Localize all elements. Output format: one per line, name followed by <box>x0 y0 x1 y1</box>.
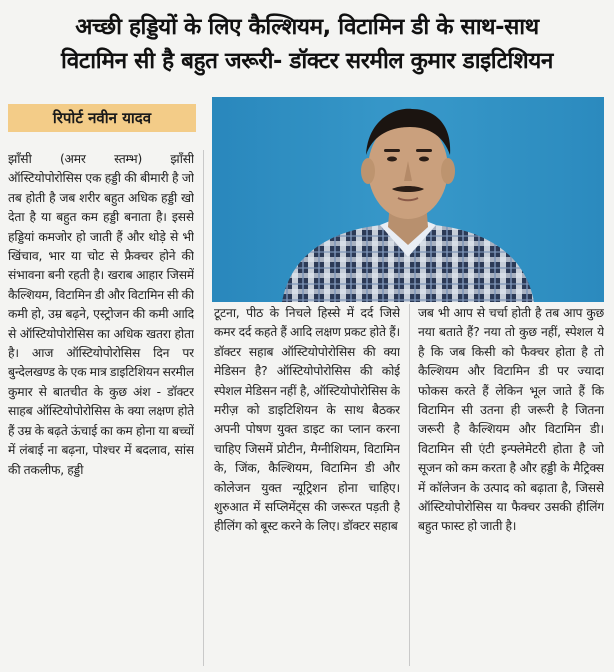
reporter-byline: रिपोर्ट नवीन यादव <box>8 104 196 132</box>
headline-line-2: विटामिन सी है बहुत जरूरी- डॉक्टर सरमील कुमार डाइटिशियन <box>60 48 554 74</box>
headline <box>8 10 606 78</box>
article-column-1: झाँसी (अमर स्तम्भ) झाँसी ऑस्टियोपोरोसिस एक हड्डी की बीमारी है जो तब होती है जब शरीर बहुत अधिक हड्डी खो देता है या बहुत कम हड्डी बनाता है। इससे हड्डियां कमजोर हो जाती हैं और थोड़े से भी खिंचाव, भार या चोट से फ्रैक्चर होने की संभावना बनी रहती है। खराब आहार जिसमें कैल्शियम, विटामिन डी और विटामिन सी की कमी हो, उम्र बढ़ने, एस्ट्रोजन की कमी आदि से ऑस्टियोपोरोसिस का अधिक खतरा होता है। आज ऑस्टियोपोरोसिस दिन पर बुन्देलखण्ड के एक मात्र डाइटिशियन सरमील कुमार से बातचीत के कुछ अंश - डॉक्टर साहब ऑस्टियोपोरोसिस के क्या लक्षण होते हैं उम्र के बढ़ते ऊंचाई का कम होना या बच्चों में लंबाई ना बढ़ना, पोश्चर में बदलाव, सांस की तकलीफ, हड्डी <box>8 152 194 477</box>
headline-line-1: अच्छी हड्डियों के लिए कैल्शियम, विटामिन डी के साथ-साथ <box>75 14 539 40</box>
doctor-photo <box>212 97 604 302</box>
column-divider-2 <box>409 304 410 666</box>
article-column-2: टूटना, पीठ के निचले हिस्से में दर्द जिसे कमर दर्द कहते हैं आदि लक्षण प्रकट होते हैं। डॉक्टर सहाब ऑस्टियोपोरोसिस की क्या मेडिसन है? ऑस्टियोपोरोसिस की कोई स्पेशल मेडिसन नहीं है, ऑस्टियोपोरोसिस के मरीज़ को डाइटिशियन के साथ बैठकर अपनी पोषण युक्त डाइट का प्लान करना चाहिए जिसमें प्रोटीन, मैग्नीशियम, विटामिन के, जिंक, कैल्शियम, विटामिन डी और कोलेजन युक्त न्यूट्रिशन होना चाहिए। शुरुआत में सप्लिमेंट्स की जरूरत पड़ती है हीलिंग को बूस्ट करने के लिए। डॉक्टर सहाब <box>214 306 400 534</box>
portrait-icon <box>212 97 604 302</box>
column-divider-1 <box>203 150 204 666</box>
article-column-3: जब भी आप से चर्चा होती है तब आप कुछ नया बताते हैं? नया तो कुछ नहीं, स्पेशल ये है कि जब किसी को फैक्चर होता है तो कैल्शियम और विटामिन डी पर ज्यादा फोकस करते हैं लेकिन भूल जाते हैं कि विटामिन सी उतना ही जरूरी है जितना जरूरी है कैल्शियम और विटामिन डी। विटामिन सी एंटी इन्फ्लेमेटरी होता है जो सूजन को कम करता है और हड्डी के मैट्रिक्स में कॉलेजन के उत्पाद को बढ़ाता है, जिससे ऑस्टियोपोरोसिस या फैक्चर उसकी हीलिंग बहुत फास्ट हो जाती है। <box>418 306 604 534</box>
